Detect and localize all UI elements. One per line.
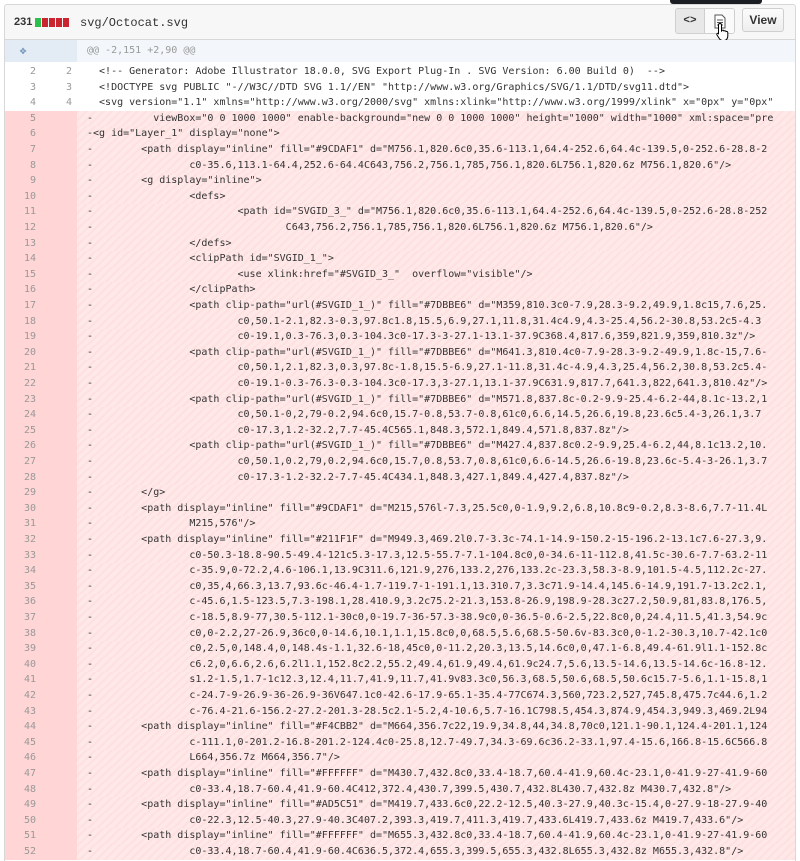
code-text: - <defs> bbox=[77, 189, 795, 205]
code-text: - c0,35,4,66.3,13.7,93.6c-46.4-1.7-119.7-1-191.1,13.310.7,3.3c71.9-14.4,145.6-14.9,191.7-13.2c2.1, bbox=[77, 579, 795, 595]
context-line bbox=[5, 64, 795, 80]
diffstat bbox=[35, 18, 69, 27]
code-text: - c0-19.1,0.3-76.3,0.3-104.3c0-17.3-3-27.1-13.1-37.9C368.4,817.6,359,821.9,359,810.3z"/> bbox=[77, 329, 795, 345]
new-line-number[interactable] bbox=[41, 797, 77, 813]
code-text: - </clipPath> bbox=[77, 282, 795, 298]
old-line-number[interactable]: 18 bbox=[5, 314, 41, 330]
old-line-number[interactable]: 23 bbox=[5, 392, 41, 408]
old-line-number[interactable]: 47 bbox=[5, 766, 41, 782]
new-line-number[interactable] bbox=[41, 236, 77, 252]
deleted-line bbox=[5, 220, 795, 236]
old-line-number[interactable]: 52 bbox=[5, 844, 41, 860]
old-line-number[interactable]: 39 bbox=[5, 641, 41, 657]
deleted-line bbox=[5, 111, 795, 127]
hand-cursor-icon bbox=[715, 22, 731, 42]
diffstat-block bbox=[49, 18, 55, 27]
code-text: - c-45.6,1.5-123.5,7.3-198.1,28.410.9,3.2c75.2-21.3,153.8-26.9,198.9-28.3c27.2,50.9,81,83.8,176.5, bbox=[77, 594, 795, 610]
hunk-header-text: @@ -2,151 +2,90 @@ bbox=[87, 45, 196, 56]
new-line-number[interactable] bbox=[41, 672, 77, 688]
deleted-line bbox=[5, 423, 795, 439]
code-text: - c0,0-2.2,27-26.9,36c0,0-14.6,10.1,1.1,15.8c0,0,68.5,5.6,68.5-50.6v-83.3c0,0-1.2-30.3,10.7-42.1c0 bbox=[77, 626, 795, 642]
deleted-line bbox=[5, 610, 795, 626]
new-line-number[interactable]: 3 bbox=[65, 81, 72, 93]
code-text: - c0,50.1-2.1,82.3-0.3,97.8c1.8,15.5,6.9,27.1,11.8,31.4c4.9,4.3-25.4,56.2-30.8,53.2c5-4.3 bbox=[77, 314, 795, 330]
old-line-number[interactable]: 34 bbox=[5, 563, 41, 579]
code-text: - <path display="inline" fill="#211F1F" d="M949.3,469.2l0.7-3.3c-74.1-14.9-150.2-15-196.2-13.1c7.6-27.3,9. bbox=[77, 532, 795, 548]
new-line-number[interactable] bbox=[41, 610, 77, 626]
deleted-line bbox=[5, 345, 795, 361]
new-line-number[interactable] bbox=[41, 563, 77, 579]
code-text: - c-111.1,0-201.2-16.8-201.2-124.4c0-25.8,12.7-49.7,34.3-69.6c36.2-33.1,97.4-15.6,166.8-15.6C566.8 bbox=[77, 735, 795, 751]
code-text: - c-24.7-9-26.9-36-26.9-36V647.1c0-42.6-17.9-65.1-35.4-77C674.3,560,723.2,527,745.8,475.7c44.6,1.2 bbox=[77, 688, 795, 704]
old-line-number[interactable]: 49 bbox=[5, 797, 41, 813]
new-line-number[interactable] bbox=[41, 204, 77, 220]
new-line-number[interactable] bbox=[41, 392, 77, 408]
code-text: <!-- Generator: Adobe Illustrator 18.0.0, SVG Export Plug-In . SVG Version: 6.00 Build 0) --> bbox=[87, 66, 665, 77]
new-line-number[interactable] bbox=[41, 501, 77, 517]
code-text: - c-35.9,0-72.2,4.6-106.1,13.9C311.6,121.9,276,133.2,276,133.2c-23.3,58.3-8.9,101.5-4.5,112.2c-27. bbox=[77, 563, 795, 579]
deleted-line bbox=[5, 501, 795, 517]
old-line-number[interactable]: 20 bbox=[5, 345, 41, 361]
new-line-number[interactable] bbox=[41, 719, 77, 735]
deleted-line bbox=[5, 142, 795, 158]
code-text: - <clipPath id="SVGID_1_"> bbox=[77, 251, 795, 267]
deleted-line bbox=[5, 688, 795, 704]
code-text: - <path clip-path="url(#SVGID_1_)" fill="#7DBBE6" d="M359,810.3c0-7.9,28.3-9.2,49.9,1.8c15,7.6,25. bbox=[77, 298, 795, 314]
context-line bbox=[5, 80, 795, 96]
context-line bbox=[5, 95, 795, 111]
old-line-number[interactable]: 11 bbox=[5, 204, 41, 220]
new-line-number[interactable] bbox=[41, 548, 77, 564]
code-text: - <path id="SVGID_3_" d="M756.1,820.6c0,35.6-113.1,64.4-252.6,64.4c-139.5,0-252.6-28.8-252 bbox=[77, 204, 795, 220]
old-line-number[interactable]: 36 bbox=[5, 594, 41, 610]
old-line-number[interactable]: 25 bbox=[5, 423, 41, 439]
new-line-number[interactable] bbox=[41, 579, 77, 595]
old-line-number[interactable]: 10 bbox=[5, 189, 41, 205]
new-line-number[interactable] bbox=[41, 360, 77, 376]
code-text: - c0,2.5,0,148.4,0,148.4s-1.1,32.6-18,45c0,0-11.2,20.3,13.5,14.6c0,0,47.1-6.8,49.4-61.9l1.1-152.8c bbox=[77, 641, 795, 657]
code-text: - c0,50.1,2.1,82.3,0.3,97.8c-1.8,15.5-6.9,27.1-11.8,31.4c-4.9,4.3,25.4,56.2,30.8,53.2c5.4- bbox=[77, 360, 795, 376]
new-line-number[interactable] bbox=[41, 766, 77, 782]
old-line-number[interactable]: 9 bbox=[5, 173, 41, 189]
deleted-line bbox=[5, 828, 795, 844]
code-text: - c0-50.3-18.8-90.5-49.4-121c5.3-17.3,12.5-55.7-7.1-104.8c0,0-34.6-11-112.8,41.5c-30.6-7.7-63.2-11 bbox=[77, 548, 795, 564]
diffstat-block bbox=[35, 18, 41, 27]
new-line-number[interactable] bbox=[41, 844, 77, 860]
new-line-number[interactable] bbox=[41, 454, 77, 470]
deleted-line bbox=[5, 189, 795, 205]
deleted-line bbox=[5, 844, 795, 860]
new-line-number[interactable] bbox=[41, 532, 77, 548]
new-line-number[interactable] bbox=[41, 345, 77, 361]
new-line-number[interactable] bbox=[41, 376, 77, 392]
deleted-line bbox=[5, 407, 795, 423]
old-line-number[interactable]: 4 bbox=[29, 97, 36, 109]
code-text: - <path clip-path="url(#SVGID_1_)" fill="#7DBBE6" d="M641.3,810.4c0-7.9-28.3-9.2-49.9,1.8c-15,7.6- bbox=[77, 345, 795, 361]
new-line-number[interactable]: 2 bbox=[65, 66, 72, 77]
deleted-line bbox=[5, 392, 795, 408]
old-line-number[interactable]: 45 bbox=[5, 735, 41, 751]
deleted-line bbox=[5, 594, 795, 610]
code-text: - c0-22.3,12.5-40.3,27.9-40.3C407.2,393.3,419.7,411.3,419.7,433.6L419.7,433.6z M419.7,433.6"/> bbox=[77, 813, 795, 829]
deleted-line bbox=[5, 532, 795, 548]
code-icon: <> bbox=[683, 15, 697, 27]
new-line-number[interactable] bbox=[41, 298, 77, 314]
source-diff-button[interactable] bbox=[676, 9, 705, 33]
old-line-number[interactable]: 13 bbox=[5, 236, 41, 252]
new-line-number[interactable] bbox=[41, 407, 77, 423]
diffstat-block bbox=[42, 18, 48, 27]
new-line-number[interactable] bbox=[41, 423, 77, 439]
deleted-line bbox=[5, 267, 795, 283]
new-line-number[interactable] bbox=[41, 158, 77, 174]
code-text: - <use xlink:href="#SVGID_3_" overflow="visible"/> bbox=[77, 267, 795, 283]
deleted-line bbox=[5, 626, 795, 642]
new-line-number[interactable] bbox=[41, 470, 77, 486]
old-line-number[interactable]: 38 bbox=[5, 626, 41, 642]
deleted-line bbox=[5, 797, 795, 813]
code-text: -<g id="Layer_1" display="none"> bbox=[77, 126, 795, 142]
old-line-number[interactable]: 7 bbox=[5, 142, 41, 158]
deleted-line bbox=[5, 173, 795, 189]
old-line-number[interactable]: 24 bbox=[5, 407, 41, 423]
old-line-number[interactable]: 44 bbox=[5, 719, 41, 735]
new-line-number[interactable] bbox=[41, 438, 77, 454]
old-line-number[interactable]: 37 bbox=[5, 610, 41, 626]
code-text: - c-18.5,8.9-77,30.5-112.1-30c0,0-19.7-36-57.3-38.9c0,0-36.5-0.6-2.5,22.8c0,0,24.4,11.5,41.3,54.9c bbox=[77, 610, 795, 626]
new-line-number[interactable] bbox=[41, 828, 77, 844]
code-text: - <path display="inline" fill="#F4CBB2" d="M664,356.7c22,19.9,34.8,44,34.8,70c0,121.1-90.1,124.4-201.1,124 bbox=[77, 719, 795, 735]
deleted-line bbox=[5, 298, 795, 314]
deleted-line bbox=[5, 548, 795, 564]
old-line-number[interactable]: 6 bbox=[5, 126, 41, 142]
code-text: - c0-17.3,1.2-32.2,7.7-45.4C565.1,848.3,572.1,849.4,571.8,837.8z"/> bbox=[77, 423, 795, 439]
code-text: - <path display="inline" fill="#FFFFFF" d="M655.3,432.8c0,33.4-18.7,60.4-41.9,60.4c-23.1,0-41.9-27-41.9-60 bbox=[77, 828, 795, 844]
new-line-number[interactable] bbox=[41, 735, 77, 751]
code-text: - <path clip-path="url(#SVGID_1_)" fill="#7DBBE6" d="M571.8,837.8c-0.2-9.9-25.4-6.2-44,8.1c-13.2,1 bbox=[77, 392, 795, 408]
deleted-line bbox=[5, 438, 795, 454]
deleted-line bbox=[5, 516, 795, 532]
code-text: - c0-33.4,18.7-60.4,41.9-60.4C412,372.4,430.7,399.5,430.7,432.8L430.7,432.8z M430.7,432.8"/> bbox=[77, 782, 795, 798]
old-line-number[interactable]: 17 bbox=[5, 298, 41, 314]
deleted-line bbox=[5, 454, 795, 470]
old-line-number[interactable]: 3 bbox=[29, 81, 36, 93]
new-line-number[interactable] bbox=[41, 704, 77, 720]
code-text: - viewBox="0 0 1000 1000" enable-background="new 0 0 1000 1000" height="1000" width="1000" xml:space="pre bbox=[77, 111, 795, 127]
new-line-number[interactable] bbox=[41, 813, 77, 829]
diffstat-block bbox=[56, 18, 62, 27]
deleted-line bbox=[5, 657, 795, 673]
new-line-number[interactable] bbox=[41, 173, 77, 189]
old-line-number[interactable]: 43 bbox=[5, 704, 41, 720]
deleted-line bbox=[5, 282, 795, 298]
code-text: - c6.2,0,6.6,2.6,6.2l1.1,152.8c2.2,55.2,49.4,61.9,49.4,61.9c24.7,5.6,13.5-14.6,13.5-14.6c-16.8-12. bbox=[77, 657, 795, 673]
deleted-line bbox=[5, 704, 795, 720]
deleted-line bbox=[5, 204, 795, 220]
old-line-number[interactable]: 28 bbox=[5, 470, 41, 486]
old-line-number[interactable]: 15 bbox=[5, 267, 41, 283]
new-line-number[interactable] bbox=[41, 688, 77, 704]
new-line-number[interactable] bbox=[41, 750, 77, 766]
new-line-number[interactable] bbox=[41, 626, 77, 642]
code-text: - <path display="inline" fill="#FFFFFF" d="M430.7,432.8c0,33.4-18.7,60.4-41.9,60.4c-23.1,0-41.9-27-41.9-60 bbox=[77, 766, 795, 782]
old-line-number[interactable]: 40 bbox=[5, 657, 41, 673]
code-text: - M215,576"/> bbox=[77, 516, 795, 532]
old-line-number[interactable]: 30 bbox=[5, 501, 41, 517]
code-text: - <path display="inline" fill="#9CDAF1" d="M215,576l-7.3,25.5c0,0-1.9,9.2,6.8,10.8c9-0.2,8.3-8.6,7.7-11.4L bbox=[77, 501, 795, 517]
old-line-number[interactable]: 22 bbox=[5, 376, 41, 392]
code-text: - L664,356.7z M664,356.7"/> bbox=[77, 750, 795, 766]
code-text: - <path display="inline" fill="#AD5C51" d="M419.7,433.6c0,22.2-12.5,40.3-27.9,40.3c-15.4,0-27.9-18-27.9-40 bbox=[77, 797, 795, 813]
new-line-number[interactable] bbox=[41, 267, 77, 283]
code-text: <!DOCTYPE svg PUBLIC "-//W3C//DTD SVG 1.1//EN" "http://www.w3.org/Graphics/SVG/1.1/DTD/svg11.dtd"> bbox=[87, 81, 690, 93]
deleted-line bbox=[5, 236, 795, 252]
code-text: - </g> bbox=[77, 485, 795, 501]
old-line-number[interactable]: 2 bbox=[29, 66, 36, 77]
file-path[interactable]: svg/Octocat.svg bbox=[80, 16, 189, 30]
old-line-number[interactable]: 41 bbox=[5, 672, 41, 688]
code-text: - C643,756.2,756.1,785,756.1,820.6L756.1,820.6z M756.1,820.6"/> bbox=[77, 220, 795, 236]
expand-icon[interactable]: ✥ bbox=[19, 44, 27, 57]
deleted-line bbox=[5, 719, 795, 735]
old-line-number[interactable]: 27 bbox=[5, 454, 41, 470]
deleted-line bbox=[5, 485, 795, 501]
deleted-line bbox=[5, 672, 795, 688]
new-line-number[interactable] bbox=[41, 485, 77, 501]
new-line-number[interactable] bbox=[41, 282, 77, 298]
deleted-line bbox=[5, 750, 795, 766]
new-line-number[interactable] bbox=[41, 782, 77, 798]
view-button[interactable]: View bbox=[742, 8, 784, 32]
old-line-number[interactable]: 21 bbox=[5, 360, 41, 376]
deleted-line bbox=[5, 579, 795, 595]
new-line-number[interactable] bbox=[41, 314, 77, 330]
deleted-line bbox=[5, 470, 795, 486]
deleted-line bbox=[5, 782, 795, 798]
code-text: - <g display="inline"> bbox=[77, 173, 795, 189]
code-text: - c0,50.1-0,2,79-0.2,94.6c0,15.7-0.8,53.7-0.8,61c0,6.6,14.5,26.6,19.8,23.6c5.4-3,26.1,3.7 bbox=[77, 407, 795, 423]
new-line-number[interactable] bbox=[41, 516, 77, 532]
code-text: - s1.2-1.5,1.7-1c12.3,12.4,11.7,41.9,11.7,41.9v83.3c0,56.3,68.5,50.6,68.5,50.6c15.7-5.6,1.1-15.8,1 bbox=[77, 672, 795, 688]
old-line-number[interactable]: 26 bbox=[5, 438, 41, 454]
code-text: - c0,50.1,0.2,79,0.2,94.6c0,15.7,0.8,53.7,0.8,61c0,6.6-14.5,26.6-19.8,23.6c-5.4-3-26.1,3.7 bbox=[77, 454, 795, 470]
old-line-number[interactable]: 19 bbox=[5, 329, 41, 345]
deleted-line bbox=[5, 563, 795, 579]
code-text: - <path display="inline" fill="#9CDAF1" d="M756.1,820.6c0,35.6-113.1,64.4-252.6,64.4c-139.5,0-252.6-28.8-2 bbox=[77, 142, 795, 158]
deleted-line bbox=[5, 813, 795, 829]
code-text: - </defs> bbox=[77, 236, 795, 252]
deleted-line bbox=[5, 376, 795, 392]
deleted-line bbox=[5, 329, 795, 345]
old-line-number[interactable]: 31 bbox=[5, 516, 41, 532]
old-line-number[interactable]: 35 bbox=[5, 579, 41, 595]
deleted-line bbox=[5, 735, 795, 751]
old-line-number[interactable]: 50 bbox=[5, 813, 41, 829]
code-text: - c-76.4-21.6-156.2-27.2-201.3-28.5c2.1-5.2,4-10.6,5.7-16.1C798.5,454.3,874.9,454.3,949.3,469.2L94 bbox=[77, 704, 795, 720]
old-line-number[interactable]: 33 bbox=[5, 548, 41, 564]
old-line-number[interactable]: 29 bbox=[5, 485, 41, 501]
new-line-number[interactable] bbox=[41, 594, 77, 610]
new-line-number[interactable] bbox=[41, 220, 77, 236]
diff-table bbox=[4, 40, 796, 861]
deleted-line bbox=[5, 314, 795, 330]
deleted-line bbox=[5, 641, 795, 657]
old-line-number[interactable]: 14 bbox=[5, 251, 41, 267]
new-line-number[interactable] bbox=[41, 126, 77, 142]
old-line-number[interactable]: 12 bbox=[5, 220, 41, 236]
old-line-number[interactable]: 8 bbox=[5, 158, 41, 174]
code-text: - c0-35.6,113.1-64.4,252.6-64.4C643,756.2,756.1,785,756.1,820.6L756.1,820.6z M756.1,820.6"/> bbox=[77, 158, 795, 174]
old-line-number[interactable]: 42 bbox=[5, 688, 41, 704]
new-line-number[interactable] bbox=[41, 142, 77, 158]
new-line-number[interactable] bbox=[41, 641, 77, 657]
deleted-line bbox=[5, 126, 795, 142]
diffstat-block bbox=[63, 18, 69, 27]
code-text: - c0-17.3-1.2-32.2-7.7-45.4C434.1,848.3,427.1,849.4,427.4,837.8z"/> bbox=[77, 470, 795, 486]
new-line-number[interactable] bbox=[41, 189, 77, 205]
new-line-number[interactable]: 4 bbox=[65, 97, 72, 109]
old-line-number[interactable]: 51 bbox=[5, 828, 41, 844]
new-line-number[interactable] bbox=[41, 329, 77, 345]
old-line-number[interactable]: 48 bbox=[5, 782, 41, 798]
old-line-number[interactable]: 5 bbox=[5, 111, 41, 127]
hunk-header[interactable] bbox=[5, 40, 795, 62]
change-count: 231 bbox=[14, 16, 33, 28]
deleted-line bbox=[5, 251, 795, 267]
old-line-number[interactable]: 32 bbox=[5, 532, 41, 548]
old-line-number[interactable]: 16 bbox=[5, 282, 41, 298]
new-line-number[interactable] bbox=[41, 111, 77, 127]
new-line-number[interactable] bbox=[41, 657, 77, 673]
new-line-number[interactable] bbox=[41, 251, 77, 267]
code-text: - c0-33.4,18.7-60.4,41.9-60.4C636.5,372.4,655.3,399.5,655.3,432.8L655.3,432.8z M655.3,432.8"/> bbox=[77, 844, 795, 860]
code-text: <svg version="1.1" xmlns="http://www.w3.org/2000/svg" xmlns:xlink="http://www.w3.org/1999/xlink" x="0px" y="0px" bbox=[87, 97, 774, 109]
deleted-line bbox=[5, 158, 795, 174]
deleted-line bbox=[5, 360, 795, 376]
code-text: - c0-19.1-0.3-76.3-0.3-104.3c0-17.3,3-27.1,13.1-37.9C631.9,817.7,641.3,822,641.3,810.4z"/> bbox=[77, 376, 795, 392]
deleted-line bbox=[5, 766, 795, 782]
old-line-number[interactable]: 46 bbox=[5, 750, 41, 766]
code-text: - <path clip-path="url(#SVGID_1_)" fill="#7DBBE6" d="M427.4,837.8c0.2-9.9,25.4-6.2,44,8.1c13.2,10. bbox=[77, 438, 795, 454]
